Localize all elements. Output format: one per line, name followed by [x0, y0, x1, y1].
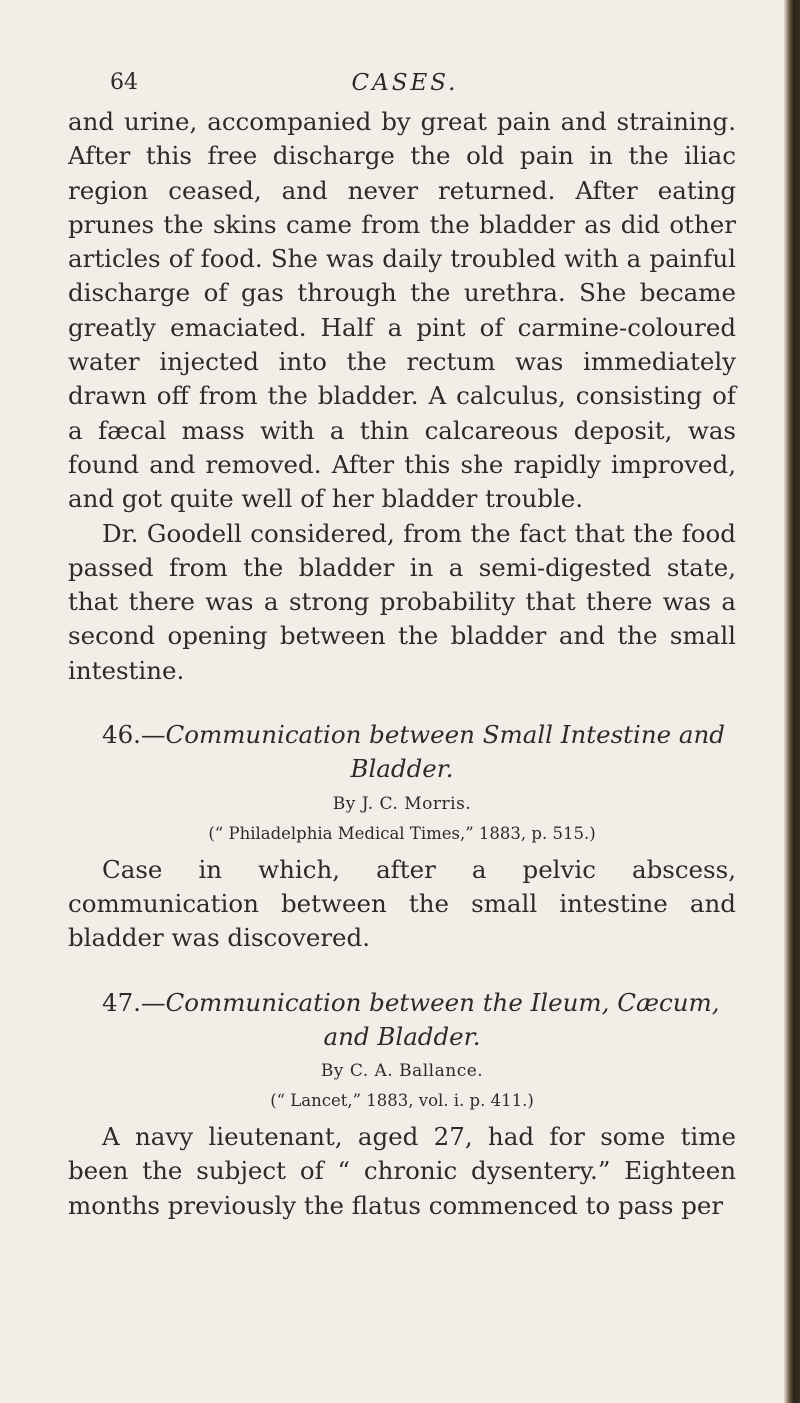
- case-46-heading: [68, 718, 736, 752]
- page-header: [100, 70, 710, 100]
- case-46-title-line2: Bladder.: [350, 754, 454, 784]
- running-head: CASES.: [351, 70, 459, 96]
- paragraph-goodell: Dr. Goodell considered, from the fact that the food passed from the bladder in a semi-digested state, that there was a strong probability that there was a second opening between the bladder and the small intestine.: [68, 518, 736, 685]
- page-edge-shadow: [784, 0, 800, 1403]
- case-46-title-line1: Communication between Small Intestine and: [165, 720, 725, 750]
- case-46-reference: (“ Philadelphia Medical Times,” 1883, p. 515.): [208, 823, 596, 843]
- case-46-text: Case in which, after a pelvic abscess, communication between the small intestine and bladder was discovered.: [68, 854, 736, 953]
- case-47-title-line1: Communication between the Ileum, Cæcum,: [165, 987, 720, 1017]
- paragraph-continuation: and urine, accompanied by great pain and straining. After this free discharge the old pain in the iliac region ceased, and never returned. After eating prunes the skins came from the bladder as did other articles of food. She was daily troubled with a painful discharge of gas through the urethra. She became greatly emaciated. Half a pint of carmine-coloured water injected into the rectum was immediately drawn off from the bladder. A calculus, consisting of a fæcal mass with a thin calcareous deposit, was found and removed. After this she rapidly improved, and got quite well of her bladder trouble.: [68, 107, 736, 514]
- case-47-number: 47.—: [102, 987, 166, 1017]
- case-46-byline: By J. C. Morris.: [332, 793, 472, 814]
- case-47-title-line2: and Bladder.: [323, 1021, 481, 1051]
- page-number: 64: [110, 70, 138, 95]
- case-47-reference: (“ Lancet,” 1883, vol. i. p. 411.): [270, 1091, 534, 1111]
- case-46-number: 46.—: [102, 720, 166, 750]
- case-47-byline: By C. A. Ballance.: [320, 1061, 484, 1082]
- body-text: [68, 105, 736, 1223]
- case-47-text: A navy lieutenant, aged 27, had for some time been the subject of “ chronic dysentery.” Eighteen months previously the flatus commenced to pass per: [68, 1122, 736, 1220]
- case-47-heading: [68, 986, 736, 1020]
